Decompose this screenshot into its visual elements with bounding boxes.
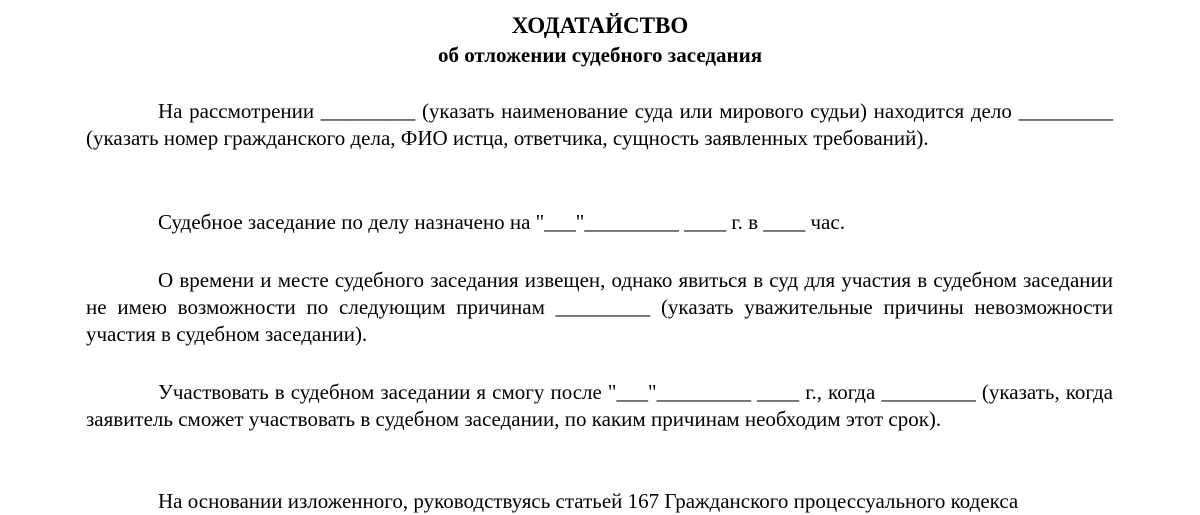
paragraph-hearing-date: Судебное заседание по делу назначено на "___"_________ ____ г. в ____ час. [158,210,845,234]
document-subtitle: об отложении судебного заседания [437,43,763,67]
paragraph-absence-reasons: О времени и месте судебного заседания извещен, однако явиться в суд для участия в судебном заседании не имею возможности по следующим причинам _________ (указать уважительные причины невозможности участия в судебном заседании). [86,268,1113,346]
document-title: ХОДАТАЙСТВО [511,13,689,38]
paragraph-case-info: На рассмотрении _________ (указать наименование суда или мирового судьи) находится дело _________ (указать номер гражданского дела, ФИО истца, ответчика, сущность заявленных требований). [86,99,1113,150]
paragraph-availability: Участвовать в судебном заседании я смогу после "___"_________ ____ г., когда _________ (указать, когда заявитель сможет участвовать в судебном заседании, по каким причинам необходим этот срок). [86,380,1113,431]
paragraph-legal-basis: На основании изложенного, руководствуясь статьей 167 Гражданского процессуального кодекса [158,489,1019,513]
